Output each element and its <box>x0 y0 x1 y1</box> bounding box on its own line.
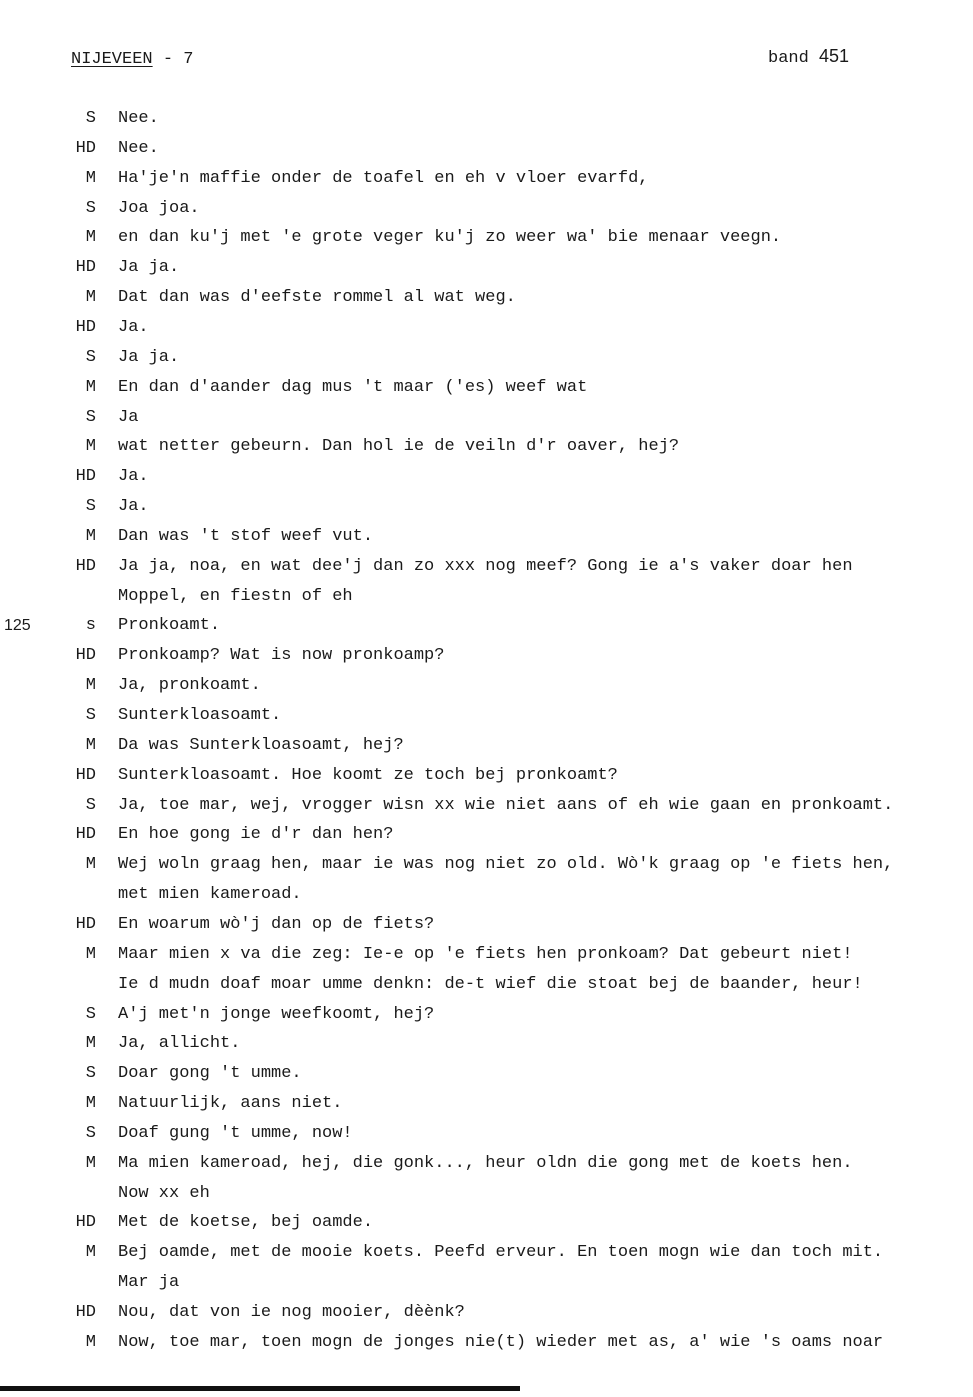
utterance-text: A'j met'n jonge weefkoomt, hej? <box>118 1005 435 1024</box>
speaker-label: HD <box>75 766 96 785</box>
transcript-line <box>0 824 973 846</box>
transcript-line <box>0 198 973 220</box>
speaker-label: M <box>85 736 96 755</box>
utterance-text: En woarum wò'j dan op de fiets? <box>118 915 435 934</box>
transcript-line <box>0 1033 973 1055</box>
utterance-text: Natuurlijk, aans niet. <box>118 1094 343 1113</box>
speaker-label: M <box>85 1034 96 1053</box>
utterance-text: wat netter gebeurn. Dan hol ie de veiln d'r oaver, hej? <box>118 437 680 456</box>
speaker-label: M <box>85 378 96 397</box>
utterance-text: Dan was 't stof weef vut. <box>118 527 374 546</box>
utterance-text: Ja <box>118 408 139 427</box>
transcript-line <box>0 1242 973 1264</box>
utterance-text: Ja. <box>118 497 149 516</box>
utterance-text: Dat dan was d'eefste rommel al wat weg. <box>118 288 516 307</box>
utterance-text: Now xx eh <box>118 1184 210 1203</box>
utterance-text: Ja, allicht. <box>118 1034 241 1053</box>
utterance-text: Ja ja. <box>118 258 180 277</box>
utterance-text: Moppel, en fiestn of eh <box>118 587 353 606</box>
utterance-text: Pronkoamp? Wat is now pronkoamp? <box>118 646 445 665</box>
utterance-text: Nee. <box>118 109 159 128</box>
speaker-label: HD <box>75 646 96 665</box>
speaker-label: HD <box>75 318 96 337</box>
transcript-line <box>0 854 973 876</box>
speaker-label: HD <box>75 557 96 576</box>
utterance-text: Sunterkloasoamt. <box>118 706 282 725</box>
transcript-line <box>0 436 973 458</box>
transcript-line <box>0 675 973 697</box>
speaker-label: M <box>85 228 96 247</box>
band-label: band <box>768 49 820 68</box>
speaker-label: M <box>85 676 96 695</box>
transcript-line <box>0 1183 973 1205</box>
speaker-label: M <box>85 855 96 874</box>
speaker-label: S <box>85 1124 96 1143</box>
transcript-line <box>0 884 973 906</box>
transcript-line <box>0 287 973 309</box>
speaker-label: S <box>85 796 96 815</box>
page-number: 7 <box>183 50 194 69</box>
speaker-label: S <box>85 706 96 725</box>
transcript-line <box>0 138 973 160</box>
transcript-line <box>0 227 973 249</box>
transcript-line <box>0 735 973 757</box>
transcript-line <box>0 168 973 190</box>
utterance-text: en dan ku'j met 'e grote veger ku'j zo weer wa' bie menaar veegn. <box>118 228 782 247</box>
speaker-label: M <box>85 169 96 188</box>
transcript-line <box>0 317 973 339</box>
transcript-line <box>0 1153 973 1175</box>
transcript-line <box>0 645 973 667</box>
speaker-label: S <box>85 348 96 367</box>
speaker-label: M <box>85 527 96 546</box>
speaker-label: HD <box>75 1213 96 1232</box>
transcript-line <box>0 257 973 279</box>
utterance-text: Nou, dat von ie nog mooier, dèènk? <box>118 1303 465 1322</box>
page-header-right <box>768 46 849 68</box>
speaker-label: S <box>85 1064 96 1083</box>
transcript-line <box>0 108 973 130</box>
margin-line-number: 125 <box>4 617 31 634</box>
place-name: NIJEVEEN <box>71 50 153 69</box>
speaker-label: M <box>85 437 96 456</box>
utterance-text: Pronkoamt. <box>118 616 221 635</box>
header-separator: - <box>152 50 184 69</box>
speaker-label: S <box>85 1005 96 1024</box>
utterance-text: Mar ja <box>118 1273 180 1292</box>
transcript-line <box>0 377 973 399</box>
utterance-text: Ja, toe mar, wej, vrogger wisn xx wie niet aans of eh wie gaan en pronkoamt. <box>118 796 894 815</box>
utterance-text: Sunterkloasoamt. Hoe koomt ze toch bej pronkoamt? <box>118 766 618 785</box>
utterance-text: Ja ja. <box>118 348 180 367</box>
utterance-text: Ja ja, noa, en wat dee'j dan zo xxx nog meef? Gong ie a's vaker doar hen <box>118 557 853 576</box>
utterance-text: En hoe gong ie d'r dan hen? <box>118 825 394 844</box>
page-header-left <box>71 50 193 69</box>
transcript-line <box>0 795 973 817</box>
speaker-label: HD <box>75 825 96 844</box>
speaker-label: M <box>85 1333 96 1352</box>
transcript-line <box>0 1272 973 1294</box>
speaker-label: M <box>85 1154 96 1173</box>
utterance-text: Ie d mudn doaf moar umme denkn: de-t wief die stoat bej de baander, heur! <box>118 975 863 994</box>
utterance-text: Doar gong 't umme. <box>118 1064 302 1083</box>
utterance-text: Ha'je'n maffie onder de toafel en eh v vloer evarfd, <box>118 169 649 188</box>
transcript-line <box>0 914 973 936</box>
speaker-label: S <box>85 497 96 516</box>
speaker-label: S <box>85 199 96 218</box>
transcript-line <box>0 765 973 787</box>
utterance-text: Wej woln graag hen, maar ie was nog niet zo old. Wò'k graag op 'e fiets hen, <box>118 855 894 874</box>
transcript-line <box>0 1093 973 1115</box>
speaker-label: M <box>85 1243 96 1262</box>
transcript-line <box>0 407 973 429</box>
transcript-line <box>0 586 973 608</box>
transcript-line <box>0 1212 973 1234</box>
utterance-text: Maar mien x va die zeg: Ie-e op 'e fiets hen pronkoam? Dat gebeurt niet! <box>118 945 853 964</box>
speaker-label: M <box>85 945 96 964</box>
utterance-text: Doaf gung 't umme, now! <box>118 1124 353 1143</box>
speaker-label: S <box>85 408 96 427</box>
transcript-line <box>0 615 973 637</box>
speaker-label: HD <box>75 467 96 486</box>
transcript-line <box>0 556 973 578</box>
speaker-label: s <box>85 616 96 635</box>
speaker-label: M <box>85 288 96 307</box>
band-number: 451 <box>819 46 850 66</box>
speaker-label: HD <box>75 258 96 277</box>
transcript-line <box>0 1004 973 1026</box>
transcript-line <box>0 944 973 966</box>
transcript-line <box>0 496 973 518</box>
transcript-line <box>0 347 973 369</box>
transcript-line <box>0 1123 973 1145</box>
transcript-line <box>0 466 973 488</box>
utterance-text: Joa joa. <box>118 199 200 218</box>
speaker-label: M <box>85 1094 96 1113</box>
bottom-rule <box>0 1386 520 1391</box>
utterance-text: Da was Sunterkloasoamt, hej? <box>118 736 404 755</box>
speaker-label: HD <box>75 139 96 158</box>
speaker-label: HD <box>75 915 96 934</box>
utterance-text: Nee. <box>118 139 159 158</box>
speaker-label: HD <box>75 1303 96 1322</box>
utterance-text: En dan d'aander dag mus 't maar ('es) weef wat <box>118 378 588 397</box>
utterance-text: met mien kameroad. <box>118 885 302 904</box>
utterance-text: Ma mien kameroad, hej, die gonk..., heur oldn die gong met de koets hen. <box>118 1154 853 1173</box>
utterance-text: Met de koetse, bej oamde. <box>118 1213 374 1232</box>
utterance-text: Now, toe mar, toen mogn de jonges nie(t) wieder met as, a' wie 's oams noar <box>118 1333 884 1352</box>
transcript-line <box>0 705 973 727</box>
speaker-label: S <box>85 109 96 128</box>
transcript-line <box>0 1302 973 1324</box>
transcript-line <box>0 526 973 548</box>
utterance-text: Ja. <box>118 318 149 337</box>
utterance-text: Ja, pronkoamt. <box>118 676 261 695</box>
utterance-text: Bej oamde, met de mooie koets. Peefd erveur. En toen mogn wie dan toch mit. <box>118 1243 884 1262</box>
transcript-line <box>0 974 973 996</box>
utterance-text: Ja. <box>118 467 149 486</box>
transcript-line <box>0 1332 973 1354</box>
transcript-line <box>0 1063 973 1085</box>
